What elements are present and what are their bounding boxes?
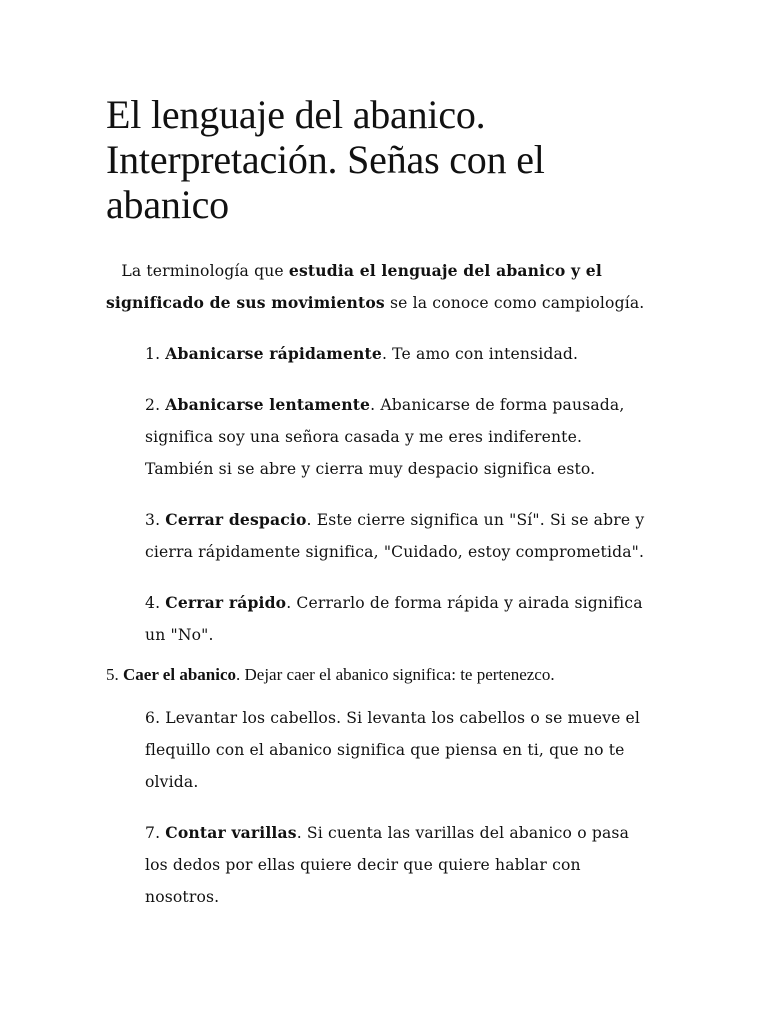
list-item-2 bbox=[145, 389, 624, 485]
list-item-5 bbox=[106, 662, 555, 688]
item-text: . Abanicarse de forma pausada, bbox=[370, 396, 625, 414]
item-number: 5. bbox=[106, 665, 123, 684]
intro-bold-1: estudia el lenguaje del abanico y el bbox=[288, 261, 602, 280]
item-number: 7. bbox=[145, 824, 166, 842]
intro-bold-2: significado de sus movimientos bbox=[106, 293, 385, 312]
list-item-7 bbox=[145, 817, 629, 913]
list-item-2-line-1 bbox=[145, 389, 624, 421]
list-item-6-line-3: olvida. bbox=[145, 773, 199, 791]
list-item-1-line-1 bbox=[145, 338, 578, 370]
intro-tail: se la conoce como campiología. bbox=[384, 294, 645, 312]
intro-line-2 bbox=[106, 287, 644, 319]
page-title bbox=[106, 92, 706, 227]
intro-lead: La terminología que bbox=[121, 262, 289, 280]
title-line-1: El lenguaje del abanico. bbox=[106, 92, 486, 137]
list-item-6-line-1 bbox=[145, 702, 640, 734]
item-term: Cerrar rápido bbox=[165, 593, 287, 612]
list-item-4 bbox=[145, 587, 643, 651]
list-item-3-line-1 bbox=[145, 504, 644, 536]
list-item-2-line-3: También si se abre y cierra muy despacio significa esto. bbox=[145, 460, 596, 478]
list-item-7-line-1 bbox=[145, 817, 629, 849]
item-number: 2. bbox=[145, 396, 166, 414]
list-item-7-line-2: los dedos por ellas quiere decir que quiere hablar con bbox=[145, 856, 581, 874]
item-text: . Te amo con intensidad. bbox=[381, 345, 579, 363]
list-item-6-line-2: flequillo con el abanico significa que piensa en ti, que no te bbox=[145, 741, 625, 759]
list-item-7-line-3: nosotros. bbox=[145, 888, 220, 906]
item-text: . Este cierre significa un "Sí". Si se abre y bbox=[306, 511, 645, 529]
list-item-1 bbox=[145, 338, 578, 370]
list-item-2-line-2: significa soy una señora casada y me eres indiferente. bbox=[145, 428, 583, 446]
list-item-4-line-2: un "No". bbox=[145, 626, 214, 644]
list-item-3 bbox=[145, 504, 644, 568]
item-term: Contar varillas bbox=[165, 823, 297, 842]
intro-paragraph bbox=[106, 255, 644, 319]
list-item-3-line-2: cierra rápidamente significa, "Cuidado, estoy comprometida". bbox=[145, 543, 645, 561]
list-item-4-line-1 bbox=[145, 587, 643, 619]
item-term: Abanicarse lentamente bbox=[165, 395, 371, 414]
item-number: 6. bbox=[145, 709, 166, 727]
item-number: 3. bbox=[145, 511, 166, 529]
intro-line-1 bbox=[106, 255, 644, 287]
item-text: . Si cuenta las varillas del abanico o pasa bbox=[296, 824, 630, 842]
item-term: Abanicarse rápidamente bbox=[165, 344, 382, 363]
title-line-2: Interpretación. Señas con el bbox=[106, 137, 545, 182]
title-line-3: abanico bbox=[106, 182, 229, 227]
item-text: Levantar los cabellos. Si levanta los cabellos o se mueve el bbox=[165, 709, 641, 727]
list-item-6 bbox=[145, 702, 640, 798]
item-number: 4. bbox=[145, 594, 166, 612]
item-text: . Cerrarlo de forma rápida y airada significa bbox=[286, 594, 643, 612]
item-term: Caer el abanico bbox=[123, 665, 237, 684]
item-term: Cerrar despacio bbox=[165, 510, 307, 529]
item-number: 1. bbox=[145, 345, 166, 363]
item-text: . Dejar caer el abanico significa: te pertenezco. bbox=[236, 665, 555, 684]
